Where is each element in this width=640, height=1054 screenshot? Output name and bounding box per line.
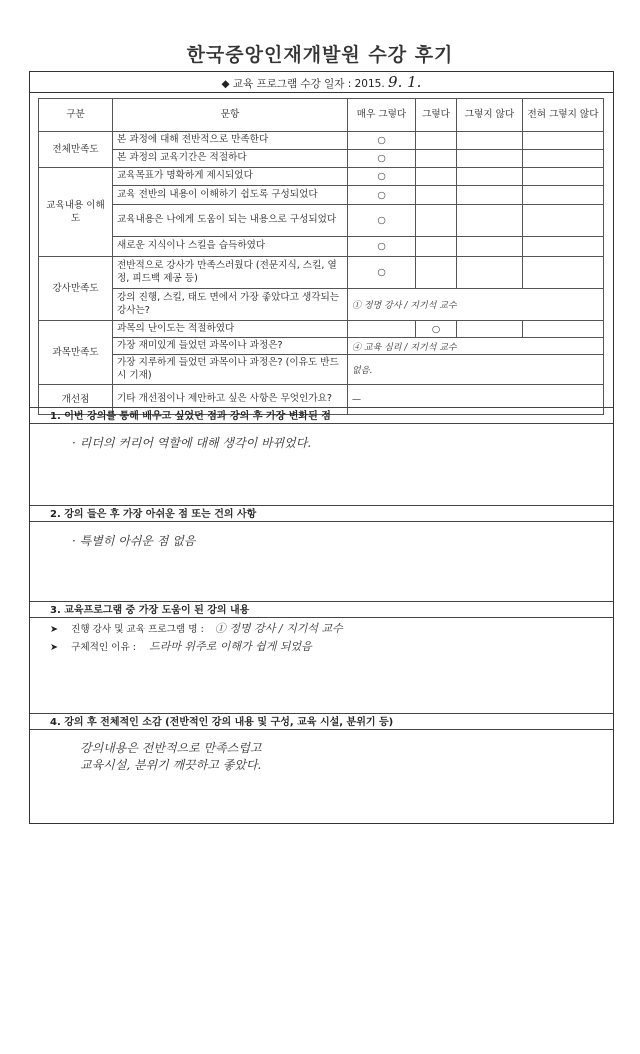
answer-mark: ○ [348,150,416,168]
question: 과목의 난이도는 적절하였다 [113,321,348,338]
category-improvement: 개선점 [39,385,113,415]
question: 가장 지루하게 들었던 과목이나 과정은? (이유도 반드시 기재) [113,355,348,385]
section-3-instructor-item [50,620,343,636]
handwritten-answer: ④ 교육 심리 / 지기석 교수 [348,338,604,355]
form-title: 한국중앙인재개발원 수강 후기 [186,44,454,66]
table-row [39,168,604,186]
header-question: 문항 [113,99,348,132]
category-instructor: 강사만족도 [39,257,113,321]
question: 교육 전반의 내용이 이해하기 쉽도록 구성되었다 [113,186,348,205]
header-disagree: 그렇지 않다 [457,99,523,132]
date-written: 9. 1. [388,73,422,91]
section-4-answer-line-1: 강의내용은 전반적으로 만족스럽고 [80,741,262,755]
question: 새로운 지식이나 스킬을 습득하였다 [113,237,348,257]
handwritten-answer: 없음. [348,355,604,385]
category-overall: 전체만족도 [39,132,113,168]
course-date-line [30,72,613,93]
answer-mark: ○ [348,168,416,186]
answer-mark: ○ [348,186,416,205]
survey-table [38,98,604,415]
category-subject: 과목만족도 [39,321,113,385]
item-label: 진행 강사 및 교육 프로그램 명 : [71,624,204,635]
section-1-heading: 1. 이번 강의를 통해 배우고 싶었던 점과 강의 후 가장 변화된 점 [30,407,613,424]
header-agree: 그렇다 [416,99,457,132]
arrow-bullet-icon: ➤ [50,642,59,653]
question: 본 과정에 대해 전반적으로 만족한다 [113,132,348,150]
item-value: 드라마 위주로 이해가 쉽게 되었음 [149,640,312,653]
section-3-reason-item [50,638,312,654]
answer-mark: ○ [348,132,416,150]
item-value: ① 정명 강사 / 지기석 교수 [214,622,343,635]
item-label: 구체적인 이유 : [71,642,136,653]
section-1-answer: · 리더의 커리어 역할에 대해 생각이 바뀌었다. [72,436,312,450]
section-2-heading: 2. 강의 들은 후 가장 아쉬운 점 또는 건의 사항 [30,505,613,522]
handwritten-answer: ① 정명 강사 / 지기석 교수 [348,289,604,321]
section-4-answer-line-2: 교육시설, 분위기 깨끗하고 좋았다. [80,758,262,772]
question: 기타 개선점이나 제안하고 싶은 사항은 무엇인가요? [113,385,348,415]
question: 교육내용은 나에게 도움이 되는 내용으로 구성되었다 [113,205,348,237]
header-strongly-agree: 매우 그렇다 [348,99,416,132]
section-4-heading: 4. 강의 후 전체적인 소감 (전반적인 강의 내용 및 구성, 교육 시설, 분위기 등) [30,713,613,730]
section-2-answer: · 특별히 아쉬운 점 없음 [72,534,196,548]
table-row [39,205,604,237]
question: 가장 재미있게 들었던 과목이나 과정은? [113,338,348,355]
answer-mark: ○ [348,257,416,289]
section-3-heading: 3. 교육프로그램 중 가장 도움이 된 강의 내용 [30,601,613,618]
table-row [39,355,604,385]
table-row [39,257,604,289]
table-row [39,321,604,338]
header-category: 구분 [39,99,113,132]
form-frame [29,71,614,824]
table-row [39,150,604,168]
table-row [39,186,604,205]
question: 본 과정의 교육기간은 적절하다 [113,150,348,168]
question: 교육목표가 명확하게 제시되었다 [113,168,348,186]
table-header-row [39,99,604,132]
date-label: ◆ 교육 프로그램 수강 일자 : 2015. [221,78,385,90]
answer-mark: ○ [348,237,416,257]
question: 강의 진행, 스킬, 태도 면에서 가장 좋았다고 생각되는 강사는? [113,289,348,321]
table-row [39,237,604,257]
question: 전반적으로 강사가 만족스러웠다 (전문지식, 스킬, 열정, 피드백 제공 등) [113,257,348,289]
table-row [39,132,604,150]
category-content: 교육내용 이해도 [39,168,113,257]
table-row [39,289,604,321]
table-row [39,338,604,355]
handwritten-answer: — [348,385,604,415]
arrow-bullet-icon: ➤ [50,624,59,635]
answer-mark: ○ [416,321,457,338]
header-strongly-disagree: 전혀 그렇지 않다 [523,99,604,132]
answer-mark: ○ [348,205,416,237]
